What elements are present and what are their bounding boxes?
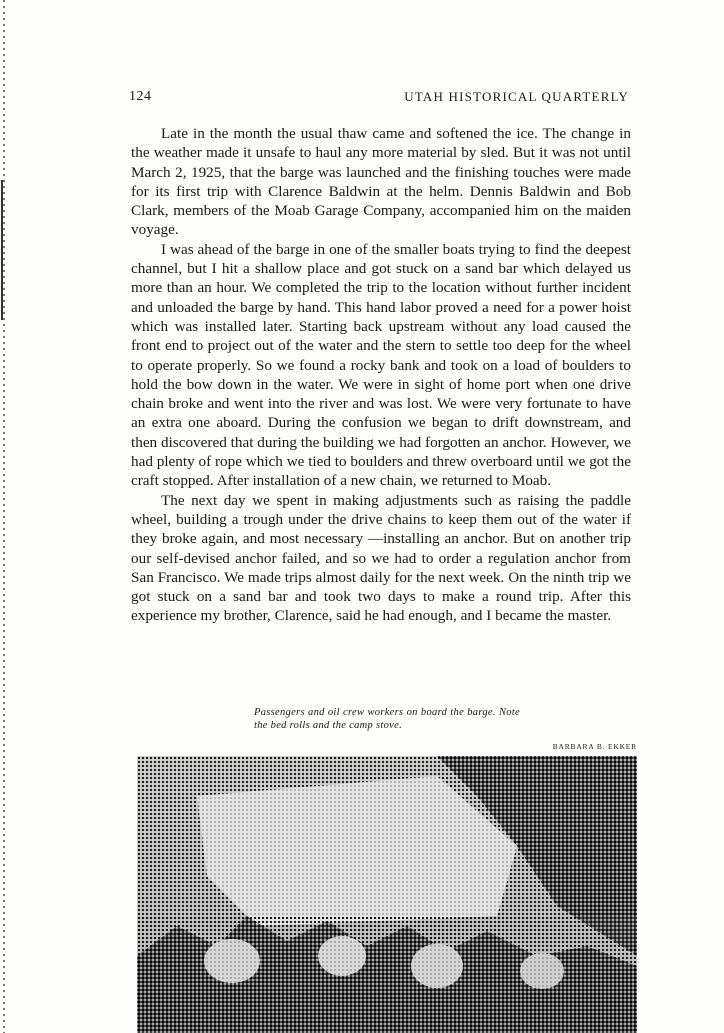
body-text: [131, 124, 631, 626]
figure-caption: Passengers and oil crew workers on board the barge. Note the bed rolls and the camp stove.: [254, 707, 520, 731]
scan-edge-mark: [1, 180, 3, 320]
running-head: [129, 89, 629, 109]
paragraph: The next day we spent in making adjustments such as raising the paddle wheel, building a trough under the drive chains to keep them out of the water if they broke again, and most necessary —installing an anchor. But on another trip our self-devised anchor failed, and so we had to order a regulation anchor from San Francisco. We made trips almost daily for the next week. On the ninth trip we got stuck on a sand bar and took two days to make a round trip. After this experience my brother, Clarence, said he had enough, and I became the master.: [131, 491, 631, 625]
paragraph: I was ahead of the barge in one of the smaller boats trying to find the deepest channel, but I hit a shallow place and got stuck on a sand bar which delayed us more than an hour. We completed the trip to the location without further incident and unloaded the barge by hand. This hand labor proved a need for a power hoist which was installed later. Starting back upstream without any load caused the front end to project out of the water and the stern to settle too deep for the wheel to operate properly. So we found a rocky bank and took on a load of boulders to hold the bow down in the water. We were in sight of home port when one drive chain broke and went into the river and was lost. We were very fortunate to have an extra one aboard. During the confusion we began to drift downstream, and then discovered that during the building we had forgotten an anchor. However, we had plenty of rope which we tied to boulders and threw overboard until we got the craft stopped. After installation of a new chain, we returned to Moab.: [131, 240, 631, 490]
photo-credit: BARBARA B. EKKER: [552, 742, 637, 751]
barge-photo: [137, 756, 637, 1033]
paragraph: Late in the month the usual thaw came and softened the ice. The change in the weather made it unsafe to haul any more material by sled. But it was not until March 2, 1925, that the barge was launched and the finishing touches were made for its first trip with Clarence Baldwin at the helm. Dennis Baldwin and Bob Clark, members of the Moab Garage Company, accompanied him on the maiden voyage.: [131, 125, 631, 239]
scan-edge-dots: [3, 0, 5, 1033]
journal-title: UTAH HISTORICAL QUARTERLY: [404, 89, 629, 104]
halftone-photo-icon: [137, 756, 637, 1033]
page-number: 124: [129, 89, 152, 104]
